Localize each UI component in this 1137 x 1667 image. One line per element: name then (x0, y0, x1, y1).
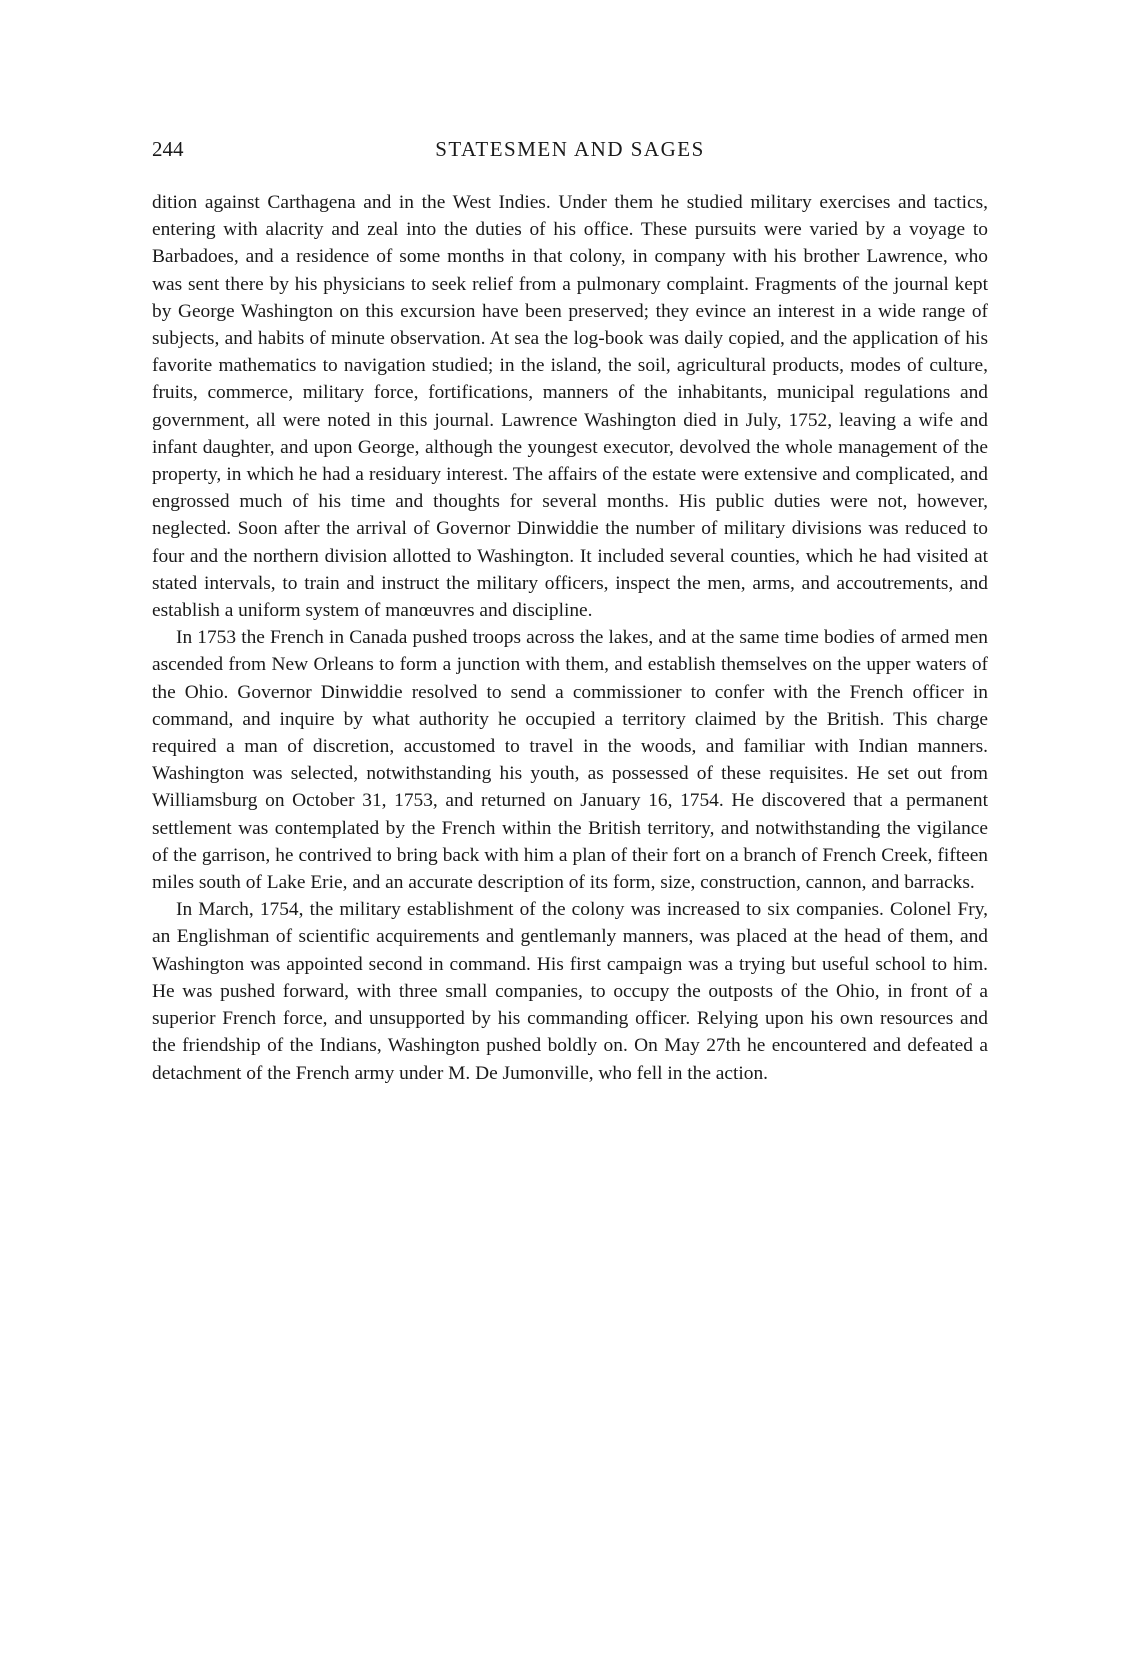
running-title: STATESMEN AND SAGES (435, 137, 705, 161)
page-number: 244 (152, 137, 184, 161)
paragraph-1: dition against Carthagena and in the West Indies. Under them he studied military exercises and tactics, entering with alacrity and zeal into the duties of his office. These pursuits were varied by a voyage to Barbadoes, and a residence of some months in that colony, in company with his brother Lawrence, who was sent there by his physicians to seek relief from a pulmonary complaint. Fragments of the journal kept by George Washington on this excursion have been preserved; they evince an interest in a wide range of subjects, and habits of minute observation. At sea the log-book was daily copied, and the application of his favorite mathematics to navigation studied; in the island, the soil, agricultural products, modes of culture, fruits, commerce, military force, fortifications, manners of the inhabitants, municipal regulations and government, all were noted in this journal. Lawrence Washington died in July, 1752, leaving a wife and infant daughter, and upon George, although the youngest executor, devolved the whole management of the property, in which he had a residuary interest. The affairs of the estate were extensive and complicated, and engrossed much of his time and thoughts for several months. His public duties were not, however, neglected. Soon after the arrival of Governor Dinwiddie the number of military divisions was reduced to four and the northern division allotted to Washington. It included several counties, which he had visited at stated intervals, to train and instruct the military officers, inspect the men, arms, and accoutrements, and establish a uniform system of manœuvres and discipline. (152, 192, 988, 622)
paragraph-2: In 1753 the French in Canada pushed troops across the lakes, and at the same time bodies of armed men ascended from New Orleans to form a junction with them, and establish themselves on the upper waters of the Ohio. Governor Dinwiddie resolved to send a commissioner to confer with the French officer in command, and inquire by what authority he occupied a territory claimed by the British. This charge required a man of discretion, accustomed to travel in the woods, and familiar with Indian manners. Washington was selected, notwithstanding his youth, as possessed of these requisites. He set out from Williamsburg on October 31, 1753, and returned on January 16, 1754. He discovered that a permanent settlement was contemplated by the French within the British territory, and notwithstanding the vigilance of the garrison, he contrived to bring back with him a plan of their fort on a branch of French Creek, fifteen miles south of Lake Erie, and an accurate description of its form, size, construction, cannon, and barracks. (152, 627, 988, 894)
running-head (152, 137, 988, 171)
body-text (152, 189, 988, 1087)
paragraph-3: In March, 1754, the military establishment of the colony was increased to six companies. Colonel Fry, an Englishman of scientific acquirements and gentlemanly manners, was placed at the head of them, and Washington was appointed second in command. His first campaign was a trying but useful school to him. He was pushed forward, with three small companies, to occupy the outposts of the Ohio, in front of a superior French force, and unsupported by his commanding officer. Relying upon his own resources and the friendship of the Indians, Washington pushed boldly on. On May 27th he encountered and defeated a detachment of the French army under M. De Jumonville, who fell in the action. (152, 899, 988, 1084)
book-page (152, 137, 988, 1087)
